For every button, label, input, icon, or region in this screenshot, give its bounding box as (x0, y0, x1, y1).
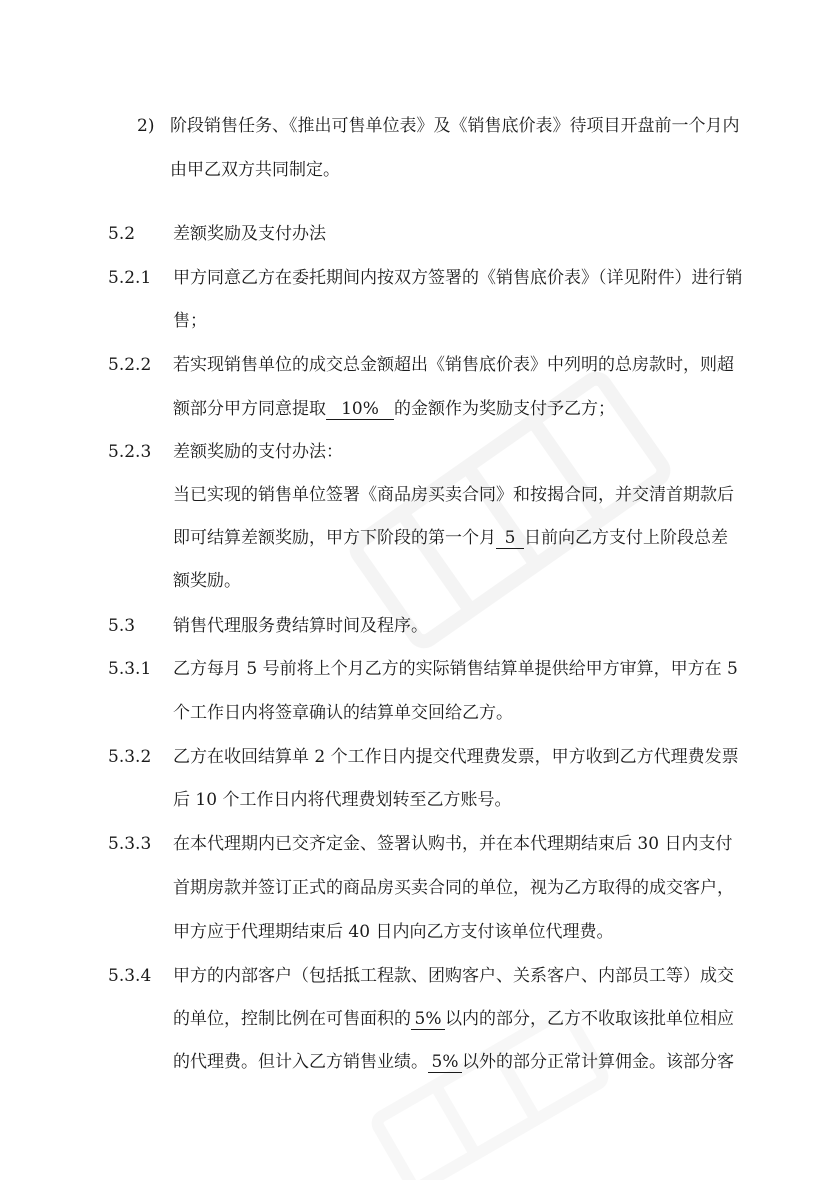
underlined-value: 5% (428, 1052, 462, 1073)
underlined-value: 10% (326, 399, 394, 420)
clause-number: 5.2.3 (108, 442, 152, 462)
text-segment: 的代理费。但计入乙方销售业绩。 (173, 1052, 428, 1072)
clause-text: 售； (173, 311, 207, 331)
paragraph-text: 当已实现的销售单位签署《商品房买卖合同》和按揭合同，并交清首期款后 (173, 485, 734, 505)
clause-text (173, 397, 615, 421)
text-segment: 的金额作为奖励支付予乙方； (394, 399, 615, 419)
text-segment: 以内的部分，乙方不收取该批单位相应 (445, 1009, 734, 1029)
clause-text: 后 10 个工作日内将代理费划转至乙方账号。 (173, 790, 512, 810)
text-segment: 日前向乙方支付上阶段总差 (524, 528, 728, 548)
clause-text: 乙方每月 5 号前将上个月乙方的实际销售结算单提供给甲方审算，甲方在 5 (173, 659, 738, 679)
clause-number: 5.3.3 (108, 834, 152, 854)
clause-text: 乙方在收回结算单 2 个工作日内提交代理费发票，甲方收到乙方代理费发票 (173, 747, 739, 767)
clause-text: 差额奖励的支付办法： (173, 442, 343, 462)
clause-text: 甲方的内部客户（包括抵工程款、团购客户、关系客户、内部员工等）成交 (173, 966, 734, 986)
clause-number: 5.2.2 (108, 355, 152, 375)
clause-text: 由甲乙双方共同制定。 (170, 160, 340, 180)
clause-number: 5.2.1 (108, 268, 152, 288)
section-number: 5.2 (108, 224, 136, 244)
section-number: 5.3 (108, 616, 136, 636)
clause-text: 甲方同意乙方在委托期间内按双方签署的《销售底价表》（详见附件）进行销 (173, 268, 743, 288)
underlined-value: 5 (496, 528, 524, 549)
text-segment: 以外的部分正常计算佣金。该部分客 (462, 1052, 734, 1072)
watermark-icon (340, 1020, 640, 1180)
clause-text: 若实现销售单位的成交总金额超出《销售底价表》中列明的总房款时，则超 (173, 355, 734, 375)
paragraph-text: 额奖励。 (173, 571, 241, 591)
clause-text: 甲方应于代理期结束后 40 日内向乙方支付该单位代理费。 (173, 922, 614, 942)
text-segment: 即可结算差额奖励，甲方下阶段的第一个月 (173, 528, 496, 548)
clause-text: 个工作日内将签章确认的结算单交回给乙方。 (173, 703, 513, 723)
paragraph-text (173, 526, 728, 550)
clause-text (173, 1007, 734, 1031)
clause-number: 5.3.1 (108, 659, 152, 679)
clause-text: 在本代理期内已交齐定金、签署认购书，并在本代理期结束后 30 日内支付 (173, 834, 733, 854)
clause-text (173, 1050, 734, 1074)
clause-text: 首期房款并签订正式的商品房买卖合同的单位，视为乙方取得的成交客户， (173, 878, 734, 898)
underlined-value: 5% (411, 1009, 445, 1030)
clause-number: 5.3.2 (108, 747, 152, 767)
clause-text: 阶段销售任务、《推出可售单位表》及《销售底价表》待项目开盘前一个月内 (170, 116, 740, 136)
section-heading: 差额奖励及支付办法 (173, 224, 326, 244)
section-heading: 销售代理服务费结算时间及程序。 (173, 616, 428, 636)
clause-number: 5.3.4 (108, 966, 152, 986)
clause-number: 2) (137, 116, 155, 136)
text-segment: 额部分甲方同意提取 (173, 399, 326, 419)
text-segment: 的单位，控制比例在可售面积的 (173, 1009, 411, 1029)
